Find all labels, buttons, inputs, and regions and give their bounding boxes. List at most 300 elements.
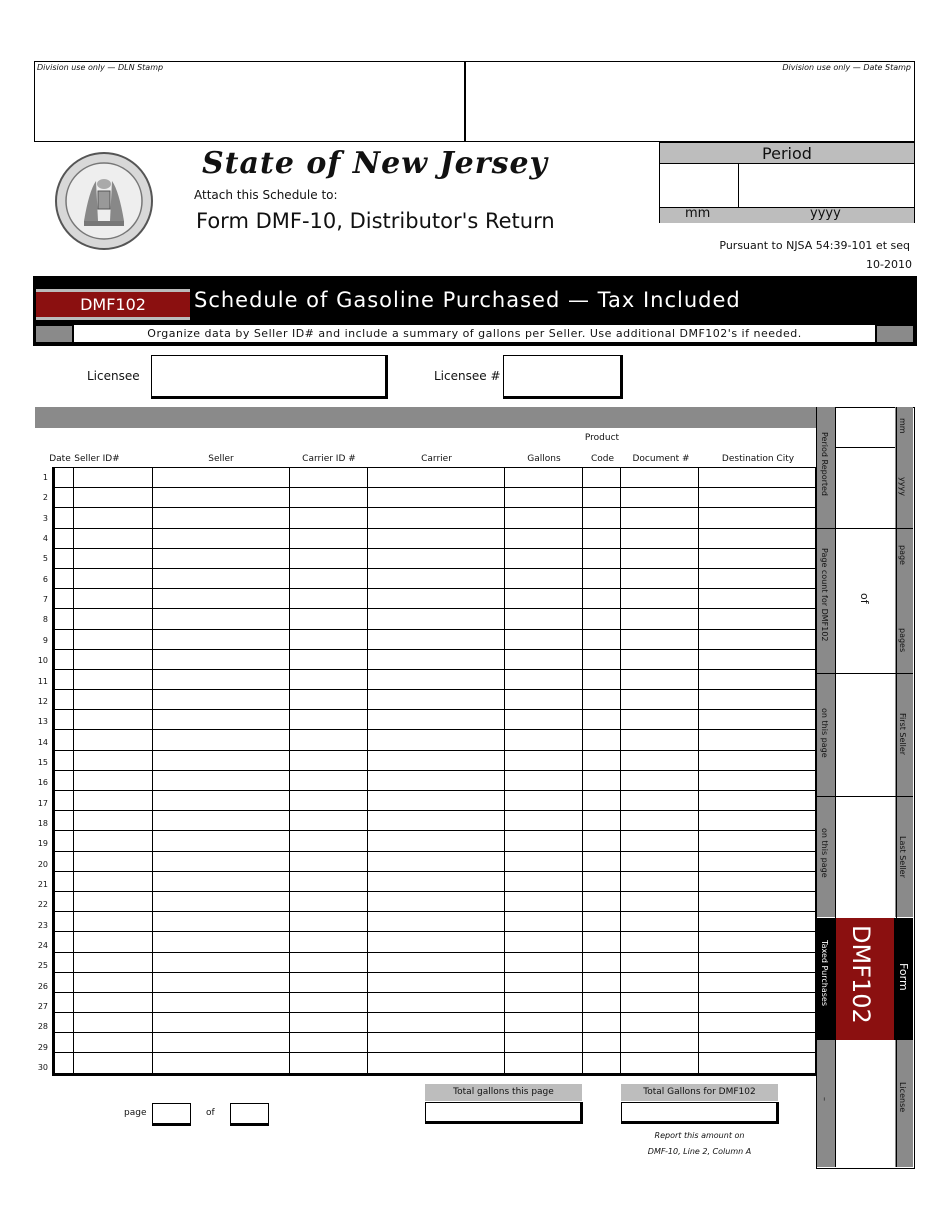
cell-destination[interactable] — [699, 488, 816, 508]
row-number: 12 — [37, 696, 48, 706]
licensee-number-field[interactable] — [503, 355, 623, 399]
cell-code[interactable] — [582, 932, 621, 952]
side-period-mm-field[interactable] — [836, 408, 894, 446]
cell-gallons[interactable] — [504, 1013, 582, 1033]
cell-code[interactable] — [582, 1033, 621, 1053]
cell-carrier[interactable] — [368, 952, 505, 972]
cell-destination[interactable] — [699, 548, 816, 568]
cell-document[interactable] — [621, 811, 699, 831]
cell-gallons[interactable] — [504, 528, 582, 548]
cell-code[interactable] — [582, 871, 621, 891]
row-number: 18 — [37, 818, 48, 828]
cell-carrier-id[interactable] — [290, 851, 368, 871]
cell-document[interactable] — [621, 508, 699, 528]
cell-document[interactable] — [621, 871, 699, 891]
cell-destination[interactable] — [699, 811, 816, 831]
cell-carrier-id[interactable] — [290, 508, 368, 528]
cell-carrier-id[interactable] — [290, 609, 368, 629]
cell-seller-id[interactable] — [73, 568, 152, 588]
cell-gallons[interactable] — [504, 932, 582, 952]
row-number: 23 — [37, 920, 48, 930]
cell-carrier[interactable] — [368, 831, 505, 851]
cell-destination[interactable] — [699, 972, 816, 992]
cell-gallons[interactable] — [504, 912, 582, 932]
cell-gallons[interactable] — [504, 972, 582, 992]
cell-document[interactable] — [621, 992, 699, 1012]
cell-document[interactable] — [621, 710, 699, 730]
cell-code[interactable] — [582, 1053, 621, 1074]
cell-carrier-id[interactable] — [290, 831, 368, 851]
cell-destination[interactable] — [699, 468, 816, 488]
cell-code[interactable] — [582, 1013, 621, 1033]
cell-carrier-id[interactable] — [290, 649, 368, 669]
cell-destination[interactable] — [699, 508, 816, 528]
cell-seller[interactable] — [152, 932, 290, 952]
cell-gallons[interactable] — [504, 770, 582, 790]
cell-date[interactable] — [54, 1013, 74, 1033]
cell-gallons[interactable] — [504, 952, 582, 972]
instructions-text: Organize data by Seller ID# and include a summary of gallons per Seller. Use additional DMF102's if needed. — [147, 327, 802, 340]
cell-carrier[interactable] — [368, 488, 505, 508]
cell-gallons[interactable] — [504, 1033, 582, 1053]
cell-document[interactable] — [621, 891, 699, 911]
cell-date[interactable] — [54, 770, 74, 790]
cell-destination[interactable] — [699, 952, 816, 972]
cell-carrier[interactable] — [368, 992, 505, 1012]
cell-seller-id[interactable] — [73, 992, 152, 1012]
total-page-field[interactable] — [425, 1102, 583, 1124]
cell-document[interactable] — [621, 1053, 699, 1074]
total-form-field[interactable] — [621, 1102, 779, 1124]
side-period-yyyy-field[interactable] — [836, 448, 894, 527]
cell-code[interactable] — [582, 992, 621, 1012]
cell-carrier[interactable] — [368, 791, 505, 811]
cell-seller[interactable] — [152, 1033, 290, 1053]
cell-seller[interactable] — [152, 589, 290, 609]
cell-gallons[interactable] — [504, 1053, 582, 1074]
cell-code[interactable] — [582, 609, 621, 629]
cell-date[interactable] — [54, 1053, 74, 1074]
cell-carrier-id[interactable] — [290, 690, 368, 710]
cell-date[interactable] — [54, 851, 74, 871]
cell-date[interactable] — [54, 488, 74, 508]
cell-destination[interactable] — [699, 609, 816, 629]
cell-carrier[interactable] — [368, 912, 505, 932]
cell-date[interactable] — [54, 528, 74, 548]
cell-code[interactable] — [582, 831, 621, 851]
cell-carrier[interactable] — [368, 1033, 505, 1053]
cell-code[interactable] — [582, 791, 621, 811]
cell-carrier-id[interactable] — [290, 952, 368, 972]
cell-seller[interactable] — [152, 690, 290, 710]
cell-seller[interactable] — [152, 831, 290, 851]
cell-carrier[interactable] — [368, 528, 505, 548]
cell-seller[interactable] — [152, 750, 290, 770]
cell-carrier[interactable] — [368, 932, 505, 952]
cell-gallons[interactable] — [504, 811, 582, 831]
cell-carrier-id[interactable] — [290, 1053, 368, 1074]
cell-carrier-id[interactable] — [290, 891, 368, 911]
col-seller-id: Seller ID# — [74, 454, 120, 464]
instructions-bar — [74, 325, 875, 342]
cell-document[interactable] — [621, 972, 699, 992]
period-yyyy-field[interactable] — [739, 164, 914, 207]
cell-destination[interactable] — [699, 891, 816, 911]
licensee-name-field[interactable] — [151, 355, 388, 399]
cell-seller[interactable] — [152, 730, 290, 750]
cell-code[interactable] — [582, 710, 621, 730]
cell-seller-id[interactable] — [73, 609, 152, 629]
cell-seller-id[interactable] — [73, 791, 152, 811]
cell-seller[interactable] — [152, 548, 290, 568]
cell-document[interactable] — [621, 831, 699, 851]
cell-seller-id[interactable] — [73, 912, 152, 932]
cell-code[interactable] — [582, 669, 621, 689]
cell-carrier[interactable] — [368, 589, 505, 609]
cell-date[interactable] — [54, 871, 74, 891]
cell-seller-id[interactable] — [73, 468, 152, 488]
cell-document[interactable] — [621, 669, 699, 689]
cell-seller-id[interactable] — [73, 649, 152, 669]
cell-date[interactable] — [54, 750, 74, 770]
cell-carrier-id[interactable] — [290, 669, 368, 689]
cell-carrier[interactable] — [368, 508, 505, 528]
cell-carrier[interactable] — [368, 609, 505, 629]
cell-carrier[interactable] — [368, 770, 505, 790]
cell-date[interactable] — [54, 568, 74, 588]
cell-seller[interactable] — [152, 710, 290, 730]
cell-seller[interactable] — [152, 992, 290, 1012]
cell-date[interactable] — [54, 649, 74, 669]
cell-destination[interactable] — [699, 750, 816, 770]
table-row — [54, 568, 816, 588]
state-seal-icon — [54, 151, 154, 251]
cell-document[interactable] — [621, 851, 699, 871]
cell-gallons[interactable] — [504, 508, 582, 528]
cell-document[interactable] — [621, 912, 699, 932]
table-row — [54, 730, 816, 750]
cell-document[interactable] — [621, 649, 699, 669]
cell-document[interactable] — [621, 791, 699, 811]
cell-carrier-id[interactable] — [290, 730, 368, 750]
cell-carrier-id[interactable] — [290, 468, 368, 488]
cell-seller-id[interactable] — [73, 1033, 152, 1053]
cell-document[interactable] — [621, 1013, 699, 1033]
cell-carrier[interactable] — [368, 891, 505, 911]
cell-date[interactable] — [54, 1033, 74, 1053]
cell-document[interactable] — [621, 528, 699, 548]
cell-gallons[interactable] — [504, 891, 582, 911]
cell-document[interactable] — [621, 770, 699, 790]
cell-destination[interactable] — [699, 649, 816, 669]
cell-date[interactable] — [54, 589, 74, 609]
cell-carrier[interactable] — [368, 568, 505, 588]
cell-date[interactable] — [54, 629, 74, 649]
cell-seller-id[interactable] — [73, 508, 152, 528]
cell-seller-id[interactable] — [73, 952, 152, 972]
cell-code[interactable] — [582, 750, 621, 770]
cell-gallons[interactable] — [504, 649, 582, 669]
cell-gallons[interactable] — [504, 992, 582, 1012]
cell-carrier[interactable] — [368, 1053, 505, 1074]
page-total-field[interactable] — [230, 1103, 269, 1126]
cell-code[interactable] — [582, 952, 621, 972]
cell-date[interactable] — [54, 891, 74, 911]
cell-date[interactable] — [54, 508, 74, 528]
cell-gallons[interactable] — [504, 710, 582, 730]
cell-gallons[interactable] — [504, 468, 582, 488]
cell-seller[interactable] — [152, 568, 290, 588]
cell-document[interactable] — [621, 468, 699, 488]
cell-carrier[interactable] — [368, 851, 505, 871]
cell-code[interactable] — [582, 568, 621, 588]
cell-seller-id[interactable] — [73, 548, 152, 568]
cell-destination[interactable] — [699, 992, 816, 1012]
cell-date[interactable] — [54, 912, 74, 932]
cell-destination[interactable] — [699, 791, 816, 811]
cell-carrier[interactable] — [368, 690, 505, 710]
cell-date[interactable] — [54, 468, 74, 488]
cell-destination[interactable] — [699, 730, 816, 750]
cell-carrier[interactable] — [368, 649, 505, 669]
cell-seller-id[interactable] — [73, 488, 152, 508]
period-mm-field[interactable] — [660, 164, 739, 207]
cell-document[interactable] — [621, 952, 699, 972]
cell-code[interactable] — [582, 891, 621, 911]
cell-date[interactable] — [54, 609, 74, 629]
cell-carrier[interactable] — [368, 669, 505, 689]
cell-seller[interactable] — [152, 468, 290, 488]
row-number: 3 — [42, 513, 48, 523]
cell-carrier-id[interactable] — [290, 710, 368, 730]
cell-carrier-id[interactable] — [290, 871, 368, 891]
cell-gallons[interactable] — [504, 488, 582, 508]
cell-destination[interactable] — [699, 1053, 816, 1074]
cell-seller[interactable] — [152, 508, 290, 528]
cell-seller[interactable] — [152, 649, 290, 669]
cell-gallons[interactable] — [504, 669, 582, 689]
cell-document[interactable] — [621, 690, 699, 710]
cell-destination[interactable] — [699, 1013, 816, 1033]
cell-date[interactable] — [54, 730, 74, 750]
cell-code[interactable] — [582, 589, 621, 609]
cell-seller-id[interactable] — [73, 1013, 152, 1033]
row-number: 14 — [37, 737, 48, 747]
dln-stamp-box — [34, 61, 466, 142]
page-number-field[interactable] — [152, 1103, 191, 1126]
cell-date[interactable] — [54, 690, 74, 710]
cell-gallons[interactable] — [504, 548, 582, 568]
cell-destination[interactable] — [699, 831, 816, 851]
cell-document[interactable] — [621, 629, 699, 649]
cell-seller-id[interactable] — [73, 629, 152, 649]
side-first-seller-field[interactable] — [836, 674, 894, 795]
cell-destination[interactable] — [699, 770, 816, 790]
cell-seller[interactable] — [152, 811, 290, 831]
cell-seller-id[interactable] — [73, 528, 152, 548]
cell-gallons[interactable] — [504, 871, 582, 891]
cell-seller-id[interactable] — [73, 730, 152, 750]
cell-destination[interactable] — [699, 669, 816, 689]
cell-destination[interactable] — [699, 568, 816, 588]
cell-seller-id[interactable] — [73, 1053, 152, 1074]
cell-code[interactable] — [582, 811, 621, 831]
cell-gallons[interactable] — [504, 791, 582, 811]
cell-date[interactable] — [54, 952, 74, 972]
cell-seller-id[interactable] — [73, 710, 152, 730]
cell-seller[interactable] — [152, 488, 290, 508]
cell-destination[interactable] — [699, 528, 816, 548]
cell-gallons[interactable] — [504, 831, 582, 851]
cell-seller-id[interactable] — [73, 831, 152, 851]
cell-gallons[interactable] — [504, 629, 582, 649]
cell-document[interactable] — [621, 730, 699, 750]
cell-seller-id[interactable] — [73, 811, 152, 831]
report-note-1: Report this amount on — [654, 1131, 745, 1140]
cell-code[interactable] — [582, 690, 621, 710]
cell-seller[interactable] — [152, 912, 290, 932]
cell-carrier-id[interactable] — [290, 791, 368, 811]
row-number: 28 — [37, 1022, 48, 1032]
cell-code[interactable] — [582, 972, 621, 992]
cell-document[interactable] — [621, 932, 699, 952]
cell-seller-id[interactable] — [73, 669, 152, 689]
cell-carrier-id[interactable] — [290, 972, 368, 992]
cell-document[interactable] — [621, 589, 699, 609]
cell-document[interactable] — [621, 609, 699, 629]
cell-document[interactable] — [621, 750, 699, 770]
cell-carrier-id[interactable] — [290, 770, 368, 790]
cell-gallons[interactable] — [504, 609, 582, 629]
cell-date[interactable] — [54, 811, 74, 831]
cell-date[interactable] — [54, 932, 74, 952]
cell-seller[interactable] — [152, 609, 290, 629]
cell-seller[interactable] — [152, 891, 290, 911]
cell-seller-id[interactable] — [73, 750, 152, 770]
cell-carrier-id[interactable] — [290, 912, 368, 932]
cell-seller[interactable] — [152, 1053, 290, 1074]
cell-seller-id[interactable] — [73, 972, 152, 992]
cell-code[interactable] — [582, 548, 621, 568]
cell-seller-id[interactable] — [73, 932, 152, 952]
cell-carrier-id[interactable] — [290, 992, 368, 1012]
cell-carrier-id[interactable] — [290, 589, 368, 609]
row-number: 13 — [37, 717, 48, 727]
cell-seller[interactable] — [152, 952, 290, 972]
cell-carrier[interactable] — [368, 710, 505, 730]
cell-seller-id[interactable] — [73, 589, 152, 609]
cell-date[interactable] — [54, 548, 74, 568]
cell-carrier-id[interactable] — [290, 811, 368, 831]
cell-destination[interactable] — [699, 912, 816, 932]
cell-code[interactable] — [582, 912, 621, 932]
cell-destination[interactable] — [699, 1033, 816, 1053]
cell-destination[interactable] — [699, 932, 816, 952]
cell-code[interactable] — [582, 649, 621, 669]
cell-code[interactable] — [582, 730, 621, 750]
cell-seller[interactable] — [152, 528, 290, 548]
cell-seller-id[interactable] — [73, 851, 152, 871]
cell-code[interactable] — [582, 528, 621, 548]
cell-code[interactable] — [582, 770, 621, 790]
cell-gallons[interactable] — [504, 589, 582, 609]
cell-code[interactable] — [582, 488, 621, 508]
cell-carrier-id[interactable] — [290, 629, 368, 649]
cell-code[interactable] — [582, 851, 621, 871]
cell-carrier[interactable] — [368, 871, 505, 891]
cell-carrier-id[interactable] — [290, 932, 368, 952]
cell-carrier-id[interactable] — [290, 1033, 368, 1053]
cell-document[interactable] — [621, 548, 699, 568]
cell-carrier[interactable] — [368, 1013, 505, 1033]
cell-gallons[interactable] — [504, 750, 582, 770]
cell-carrier-id[interactable] — [290, 548, 368, 568]
cell-carrier[interactable] — [368, 811, 505, 831]
cell-destination[interactable] — [699, 871, 816, 891]
cell-seller[interactable] — [152, 770, 290, 790]
cell-gallons[interactable] — [504, 568, 582, 588]
cell-destination[interactable] — [699, 851, 816, 871]
cell-carrier-id[interactable] — [290, 528, 368, 548]
cell-carrier-id[interactable] — [290, 1013, 368, 1033]
cell-date[interactable] — [54, 791, 74, 811]
cell-destination[interactable] — [699, 629, 816, 649]
cell-seller-id[interactable] — [73, 770, 152, 790]
cell-carrier[interactable] — [368, 468, 505, 488]
cell-seller[interactable] — [152, 851, 290, 871]
cell-date[interactable] — [54, 669, 74, 689]
side-last-seller-field[interactable] — [836, 797, 894, 917]
side-mm: mm — [898, 418, 907, 434]
cell-carrier[interactable] — [368, 972, 505, 992]
cell-date[interactable] — [54, 710, 74, 730]
cell-seller-id[interactable] — [73, 871, 152, 891]
cell-code[interactable] — [582, 629, 621, 649]
cell-carrier-id[interactable] — [290, 488, 368, 508]
cell-seller[interactable] — [152, 629, 290, 649]
cell-carrier[interactable] — [368, 730, 505, 750]
cell-seller[interactable] — [152, 669, 290, 689]
cell-document[interactable] — [621, 568, 699, 588]
cell-document[interactable] — [621, 488, 699, 508]
cell-date[interactable] — [54, 831, 74, 851]
cell-code[interactable] — [582, 468, 621, 488]
cell-carrier[interactable] — [368, 548, 505, 568]
cell-gallons[interactable] — [504, 690, 582, 710]
cell-seller[interactable] — [152, 1013, 290, 1033]
cell-carrier-id[interactable] — [290, 750, 368, 770]
side-license-field[interactable] — [836, 1041, 894, 1166]
cell-seller-id[interactable] — [73, 891, 152, 911]
cell-carrier-id[interactable] — [290, 568, 368, 588]
cell-seller-id[interactable] — [73, 690, 152, 710]
cell-code[interactable] — [582, 508, 621, 528]
row-number: 24 — [37, 941, 48, 951]
cell-seller[interactable] — [152, 791, 290, 811]
cell-gallons[interactable] — [504, 730, 582, 750]
cell-carrier[interactable] — [368, 750, 505, 770]
cell-date[interactable] — [54, 992, 74, 1012]
cell-document[interactable] — [621, 1033, 699, 1053]
cell-destination[interactable] — [699, 710, 816, 730]
cell-seller[interactable] — [152, 972, 290, 992]
cell-gallons[interactable] — [504, 851, 582, 871]
cell-destination[interactable] — [699, 589, 816, 609]
cell-carrier[interactable] — [368, 629, 505, 649]
cell-date[interactable] — [54, 972, 74, 992]
cell-destination[interactable] — [699, 690, 816, 710]
cell-seller[interactable] — [152, 871, 290, 891]
